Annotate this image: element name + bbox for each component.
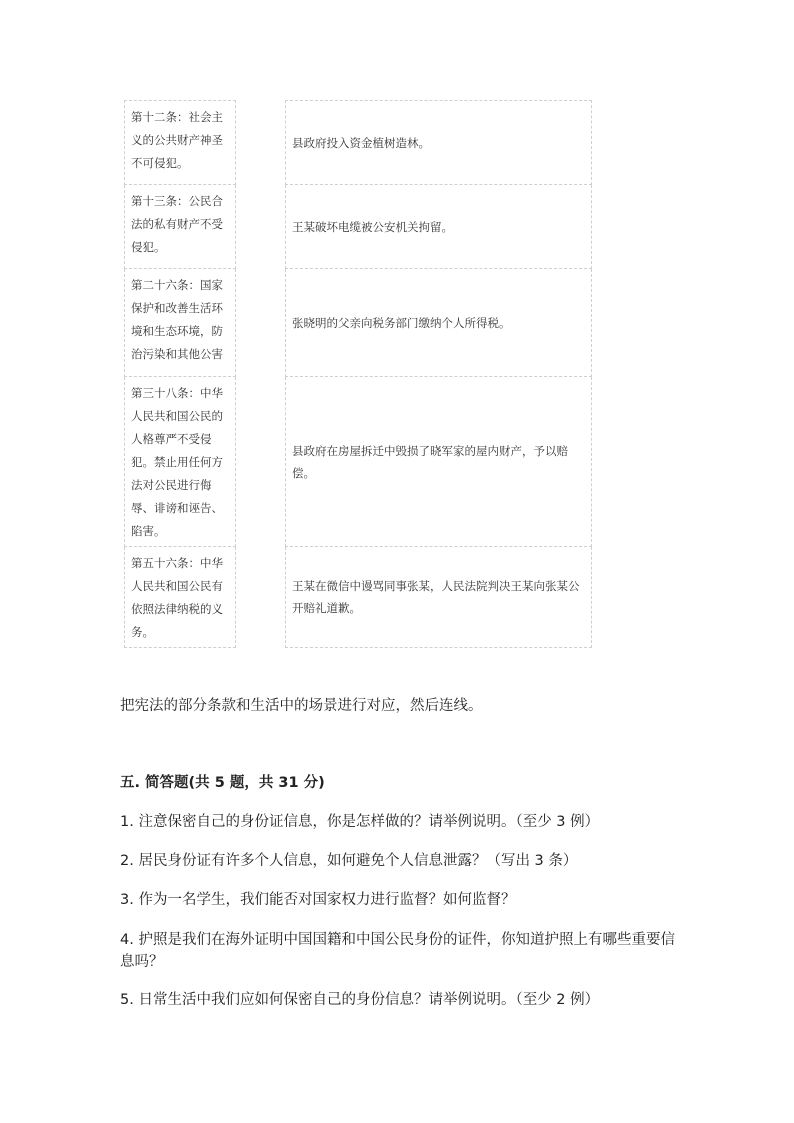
scenario-text: 县政府在房屋拆迁中毁损了晓军家的屋内财产，予以赔偿。 <box>292 443 568 480</box>
matching-exercise <box>124 100 594 650</box>
constitution-articles-column <box>124 100 236 648</box>
life-scenarios-column <box>285 100 592 648</box>
article-cell[interactable]: 第三十八条：中华人民共和国公民的人格尊严不受侵犯。禁止用任何方法对公民进行侮辱、诽谤和诬告、陷害。 <box>124 377 236 547</box>
scenario-cell[interactable] <box>285 185 592 269</box>
scenario-text: 王某破坏电缆被公安机关拘留。 <box>292 219 453 234</box>
scenario-text: 县政府投入资金植树造林。 <box>292 135 430 150</box>
question-item: 3. 作为一名学生，我们能否对国家权力进行监督？如何监督？ <box>120 892 516 908</box>
article-cell[interactable]: 第十二条：社会主义的公共财产神圣不可侵犯。 <box>124 100 236 185</box>
question-item: 4. 护照是我们在海外证明中国国籍和中国公民身份的证件，你知道护照上有哪些重要信息吗？ <box>120 932 675 970</box>
question-item: 1. 注意保密自己的身份证信息，你是怎样做的？请举例说明。（至少 3 例） <box>120 814 600 830</box>
question-item: 5. 日常生活中我们应如何保密自己的身份信息？请举例说明。（至少 2 例） <box>120 992 600 1008</box>
question-item: 2. 居民身份证有许多个人信息，如何避免个人信息泄露？（写出 3 条） <box>120 853 578 869</box>
scenario-cell[interactable] <box>285 547 592 648</box>
scenario-text: 张晓明的父亲向税务部门缴纳个人所得税。 <box>292 315 511 330</box>
article-cell[interactable]: 第十三条：公民合法的私有财产不受侵犯。 <box>124 185 236 269</box>
scenario-cell[interactable] <box>285 100 592 185</box>
article-cell[interactable]: 第二十六条：国家保护和改善生活环境和生态环境，防治污染和其他公害 <box>124 269 236 377</box>
matching-instruction: 把宪法的部分条款和生活中的场景进行对应，然后连线。 <box>120 698 483 714</box>
section-title: 五. 简答题(共 5 题，共 31 分) <box>120 775 325 791</box>
scenario-text: 王某在微信中谩骂同事张某，人民法院判决王某向张某公开赔礼道歉。 <box>292 579 580 615</box>
scenario-cell[interactable] <box>285 377 592 547</box>
scenario-cell[interactable] <box>285 269 592 377</box>
article-cell[interactable]: 第五十六条：中华人民共和国公民有依照法律纳税的义务。 <box>124 547 236 648</box>
